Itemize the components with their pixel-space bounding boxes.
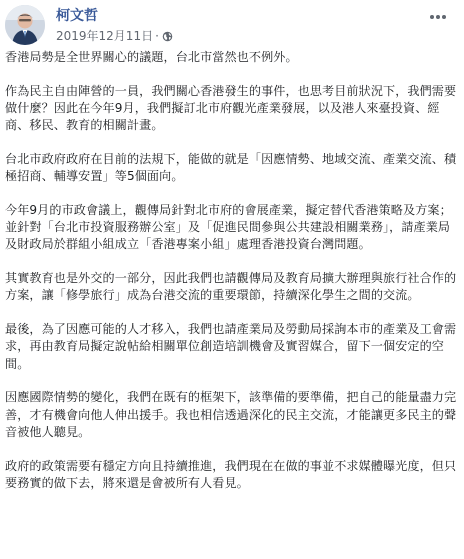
- post-paragraph: 其實教育也是外交的一部分，因此我們也請觀傳局及教育局擴大辦理與旅行社合作的方案，讓「修學旅行」成為台港交流的重要環節，持續深化學生之間的交流。: [5, 271, 457, 303]
- meta-separator: ·: [155, 29, 159, 43]
- author-name[interactable]: 柯文哲: [56, 8, 98, 24]
- post-paragraph: 今年9月的市政會議上，觀傳局針對北市府的會展產業，擬定替代香港策略及方案；並針對「台北市投資服務辦公室」及「促進民間參與公共建設相關業務」，請產業局及財政局於群組小組成立「香港專案小組」處理香港投資台灣問題。: [5, 203, 452, 252]
- post-paragraph: 台北市政府政府在目前的法規下，能做的就是「因應情勢、地域交流、產業交流、積極招商、輔導安置」等5個面向。: [5, 152, 457, 184]
- post-paragraph: 因應國際情勢的變化，我們在既有的框架下，該準備的要準備，把自己的能量盡力完善，才有機會向他人伸出援手。我也相信透過深化的民主交流，才能讓更多民主的聲音被他人聽見。: [5, 390, 457, 439]
- author-avatar[interactable]: [5, 5, 45, 45]
- post-content: [5, 49, 459, 492]
- post-paragraph: 作為民主自由陣營的一員，我們關心香港發生的事件，也思考目前狀況下，我們需要做什麼？因此在今年9月，我們擬訂北市府觀光產業發展，以及港人來臺投資、經商、移民、教育的相關計畫。: [5, 83, 457, 133]
- more-options-icon[interactable]: [428, 10, 448, 24]
- avatar-portrait: [5, 5, 45, 45]
- post-meta: [56, 28, 173, 44]
- post-paragraph: 香港局勢是全世界關心的議題，台北市當然也不例外。: [5, 50, 298, 64]
- post-header: [0, 0, 464, 48]
- globe-icon: [162, 31, 173, 42]
- post-paragraph: 最後，為了因應可能的人才移入，我們也請產業局及勞動局採詢本市的產業及工會需求，再由教育局擬定說帖給相關單位創造培訓機會及實習媒合，留下一個安定的空間。: [5, 322, 457, 371]
- post-date[interactable]: 2019年12月11日: [56, 29, 154, 43]
- post-paragraph: 政府的政策需要有穩定方向且持續推進，我們現在在做的事並不求媒體曝光度，但只要務實的做下去，將來還是會被所有人看見。: [5, 458, 457, 490]
